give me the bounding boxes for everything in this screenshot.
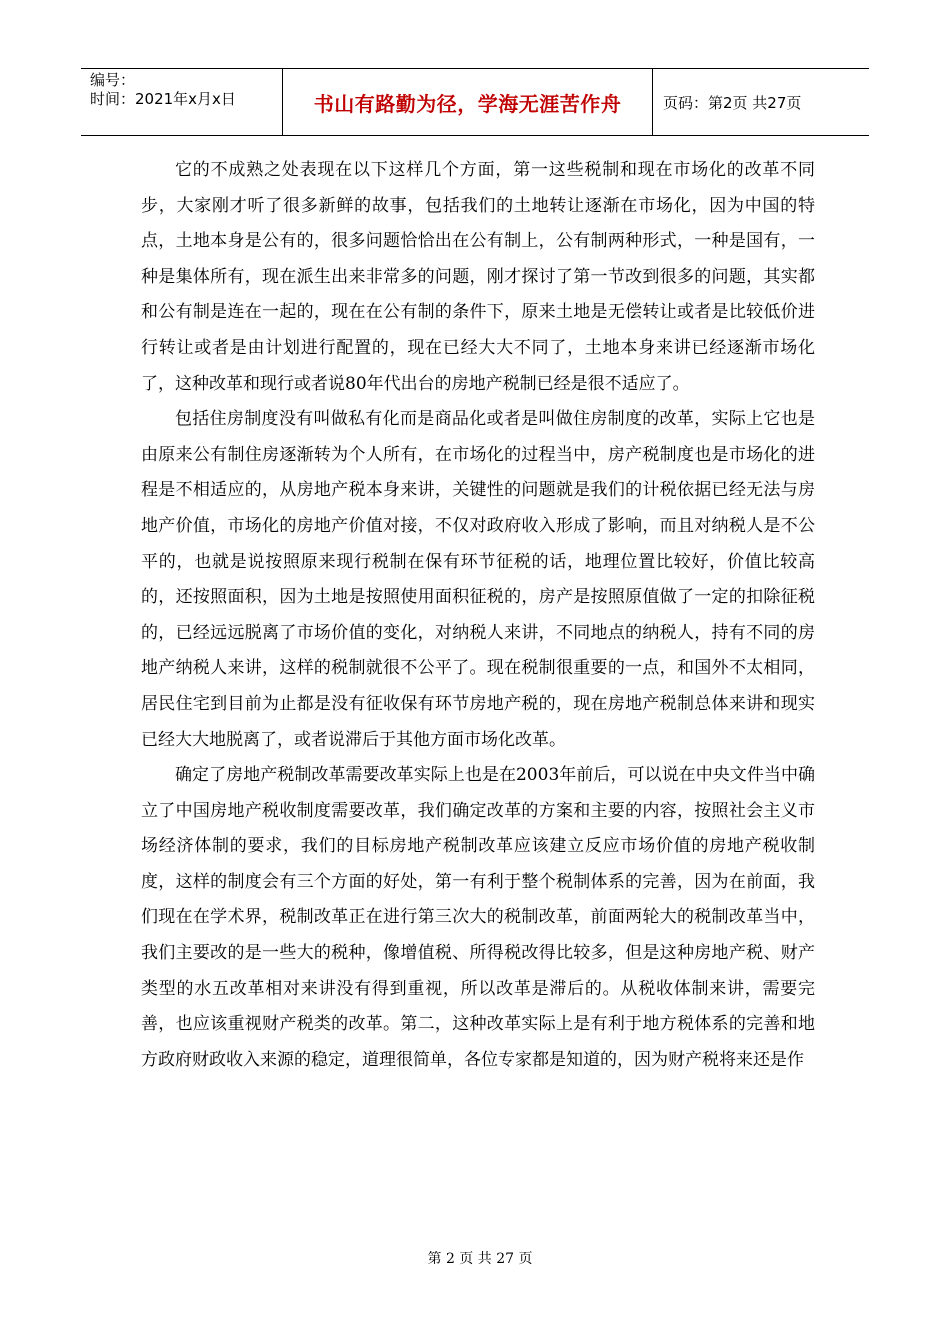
paragraph: 它的不成熟之处表现在以下这样几个方面，第一这些税制和现在市场化的改革不同步，大家刚才听了很多新鲜的故事，包括我们的土地转让逐渐在市场化，因为中国的特点，土地本身是公有的，很多问题恰恰出在公有制上，公有制两种形式，一种是国有，一种是集体所有，现在派生出来非常多的问题，刚才探讨了第一节改到很多的问题，其实都和公有制是连在一起的，现在在公有制的条件下，原来土地是无偿转让或者是比较低价进行转让或者是由计划进行配置的，现在已经大大不同了，土地本身来讲已经逐渐市场化了，这种改革和现行或者说80年代出台的房地产税制已经是很不适应了。 (141, 160, 815, 394)
document-number-label: 编号： (90, 71, 136, 89)
page-header (81, 68, 869, 136)
header-motto: 书山有路勤为径，学海无涯苦作舟 (283, 69, 653, 135)
document-body (141, 153, 815, 1078)
header-page-info: 页码：第2页 共27页 (663, 93, 802, 112)
document-date: 时间：2021年x月x日 (90, 90, 236, 108)
paragraph: 包括住房制度没有叫做私有化而是商品化或者是叫做住房制度的改革，实际上它也是由原来公有制住房逐渐转为个人所有，在市场化的过程当中，房产税制度也是市场化的进程是不相适应的，从房地产税本身来讲，关键性的问题就是我们的计税依据已经无法与房地产价值，市场化的房地产价值对接，不仅对政府收入形成了影响，而且对纳税人是不公平的，也就是说按照原来现行税制在保有环节征税的话，地理位置比较好，价值比较高的，还按照面积，因为土地是按照使用面积征税的，房产是按照原值做了一定的扣除征税的，已经远远脱离了市场价值的变化，对纳税人来讲，不同地点的纳税人，持有不同的房地产纳税人来讲，这样的税制就很不公平了。现在税制很重要的一点，和国外不太相同，居民住宅到目前为止都是没有征收保有环节房地产税的，现在房地产税制总体来讲和现实已经大大地脱离了，或者说滞后于其他方面市场化改革。 (141, 409, 815, 750)
header-meta (81, 69, 283, 135)
page-footer: 第 2 页 共 27 页 (427, 1251, 533, 1267)
paragraph: 确定了房地产税制改革需要改革实际上也是在2003年前后，可以说在中央文件当中确立了中国房地产税收制度需要改革，我们确定改革的方案和主要的内容，按照社会主义市场经济体制的要求，我们的目标房地产税制改革应该建立反应市场价值的房地产税收制度，这样的制度会有三个方面的好处，第一有利于整个税制体系的完善，因为在前面，我们现在在学术界，税制改革正在进行第三次大的税制改革，前面两轮大的税制改革当中，我们主要改的是一些大的税种，像增值税、所得税改得比较多，但是这种房地产税、财产类型的水五改革相对来讲没有得到重视，所以改革是滞后的。从税收体制来讲，需要完善，也应该重视财产税类的改革。第二，这种改革实际上是有利于地方税体系的完善和地方政府财政收入来源的稳定，道理很简单，各位专家都是知道的，因为财产税将来还是作 (141, 765, 815, 1070)
